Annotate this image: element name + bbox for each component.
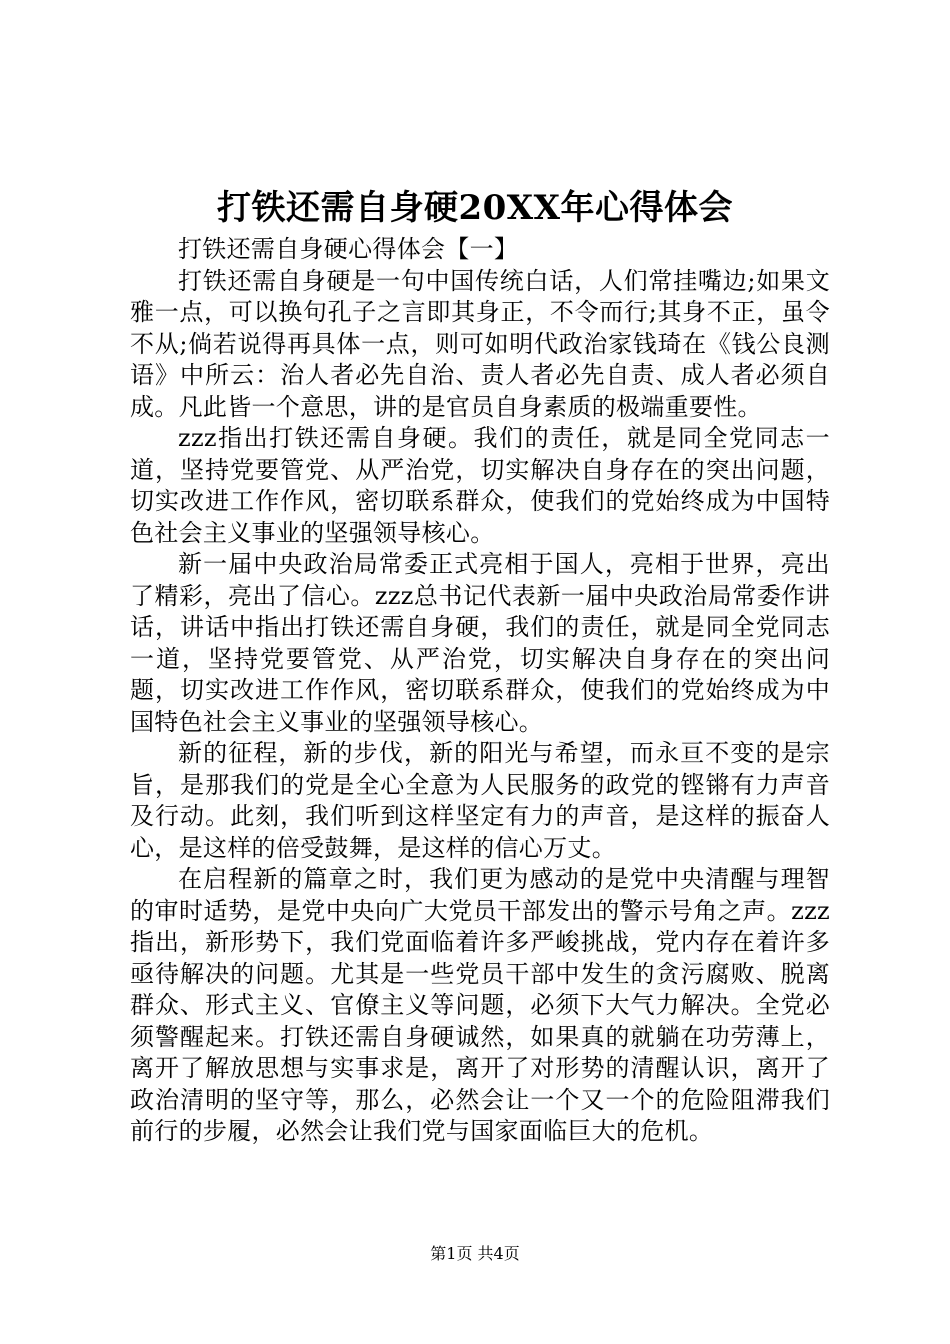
- paragraph: 打铁还需自身硬是一句中国传统白话，人们常挂嘴边;如果文雅一点，可以换句孔子之言即其身正，不令而行;其身不正，虽令不从;倘若说得再具体一点，则可如明代政治家钱琦在《钱公良测语》中所云：治人者必先自治、责人者必先自责、成人者必须自成。凡此皆一个意思，讲的是官员自身素质的极端重要性。: [130, 266, 830, 421]
- paragraph: 在启程新的篇章之时，我们更为感动的是党中央清醒与理智的审时适势，是党中央向广大党员干部发出的警示号角之声。zzz指出，新形势下，我们党面临着许多严峻挑战，党内存在着许多亟待解决的问题。尤其是一些党员干部中发生的贪污腐败、脱离群众、形式主义、官僚主义等问题，必须下大气力解决。全党必须警醒起来。打铁还需自身硬诚然，如果真的就躺在功劳薄上，离开了解放思想与实事求是，离开了对形势的清醒认识，离开了政治清明的坚守等，那么，必然会让一个又一个的危险阻滞我们前行的步履，必然会让我们党与国家面临巨大的危机。: [130, 865, 830, 1145]
- paragraph: zzz指出打铁还需自身硬。我们的责任，就是同全党同志一道，坚持党要管党、从严治党，切实解决自身存在的突出问题，切实改进工作作风，密切联系群众，使我们的党始终成为中国特色社会主义事业的坚强领导核心。: [130, 424, 830, 547]
- document-body: [130, 234, 830, 1148]
- paragraph: 新一届中央政治局常委正式亮相于国人，亮相于世界，亮出了精彩，亮出了信心。zzz总书记代表新一届中央政治局常委作讲话，讲话中指出打铁还需自身硬，我们的责任，就是同全党同志一道，坚持党要管党、从严治党，切实解决自身存在的突出问题，切实改进工作作风，密切联系群众，使我们的党始终成为中国特色社会主义事业的坚强领导核心。: [130, 550, 830, 736]
- document-title: 打铁还需自身硬20XX年心得体会: [216, 188, 734, 228]
- paragraph: 新的征程，新的步伐，新的阳光与希望，而永亘不变的是宗旨，是那我们的党是全心全意为人民服务的政党的铿锵有力声音及行动。此刻，我们听到这样坚定有力的声音，是这样的振奋人心，是这样的倍受鼓舞，是这样的信心万丈。: [130, 739, 830, 862]
- page-number-footer: 第1页 共4页: [430, 1244, 520, 1263]
- section-heading: 打铁还需自身硬心得体会【一】: [178, 235, 519, 263]
